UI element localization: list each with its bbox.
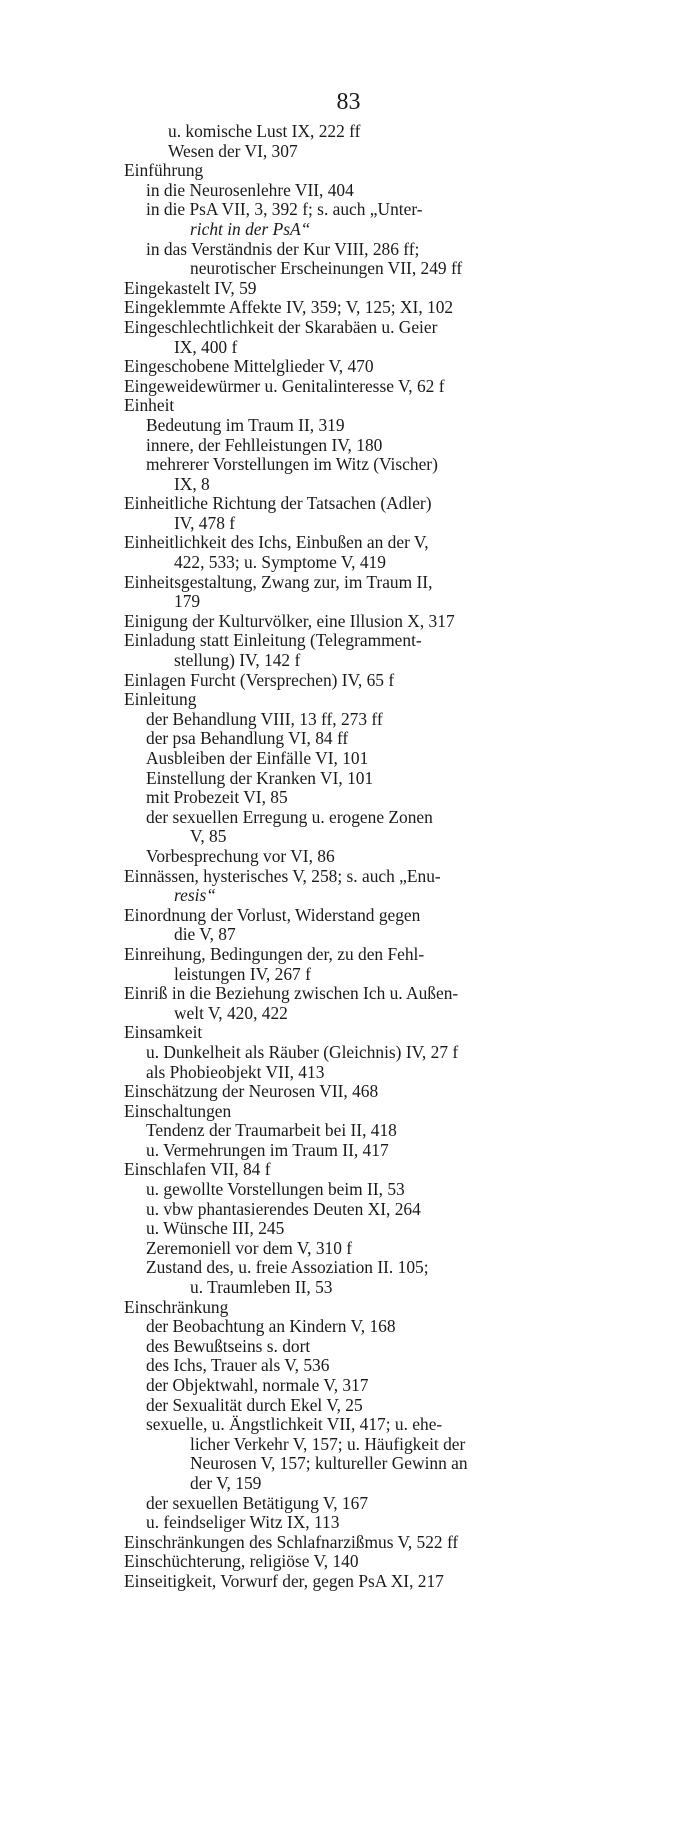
index-entry-heading: Eingeklemmte Affekte IV, 359; V, 125; XI, 102 bbox=[124, 297, 454, 318]
index-entry-line: Tendenz der Traumarbeit bei II, 418 bbox=[146, 1120, 397, 1141]
index-entry-line: der sexuellen Erregung u. erogene Zonen bbox=[146, 806, 433, 827]
index-entry-line: 422, 533; u. Symptome V, 419 bbox=[174, 552, 386, 573]
index-entry-line: als Phobieobjekt VII, 413 bbox=[146, 1061, 325, 1082]
index-entry-heading: Einigung der Kulturvölker, eine Illusion X, 317 bbox=[124, 610, 455, 631]
index-entry-heading: Einschaltungen bbox=[124, 1100, 232, 1121]
index-entry-heading: Einsamkeit bbox=[124, 1022, 203, 1043]
index-entry-line: der Sexualität durch Ekel V, 25 bbox=[146, 1394, 363, 1415]
index-entry-line: Vorbesprechung vor VI, 86 bbox=[146, 845, 335, 866]
index-entry-line: der Behandlung VIII, 13 ff, 273 ff bbox=[146, 708, 383, 729]
index-entry-heading: Einschüchterung, religiöse V, 140 bbox=[124, 1551, 359, 1572]
index-entry-heading: Einladung statt Einleitung (Telegramment- bbox=[124, 630, 422, 651]
index-entry-line: resis“ bbox=[174, 885, 216, 906]
index-entry-line: des Ichs, Trauer als V, 536 bbox=[146, 1355, 330, 1376]
index-entry-line: die V, 87 bbox=[174, 924, 236, 945]
index-entry-line: in die Neurosenlehre VII, 404 bbox=[146, 179, 354, 200]
index-entry-heading: Einordnung der Vorlust, Widerstand gegen bbox=[124, 904, 421, 925]
index-entry-line: innere, der Fehlleistungen IV, 180 bbox=[146, 434, 383, 455]
index-entry-line: u. feindseliger Witz IX, 113 bbox=[146, 1512, 340, 1533]
index-entry-heading: Einriß in die Beziehung zwischen Ich u. Außen- bbox=[124, 983, 459, 1004]
index-entry-line: der sexuellen Betätigung V, 167 bbox=[146, 1492, 369, 1513]
index-entry-line: Zeremoniell vor dem V, 310 f bbox=[146, 1237, 353, 1258]
index-entry-heading: Eingeschobene Mittelglieder V, 470 bbox=[124, 356, 374, 377]
index-entry-heading: Einschlafen VII, 84 f bbox=[124, 1159, 271, 1180]
index-entry-line: der Beobachtung an Kindern V, 168 bbox=[146, 1316, 396, 1337]
index-entry-line: der psa Behandlung VI, 84 ff bbox=[146, 728, 349, 749]
index-entry-heading: Eingekastelt IV, 59 bbox=[124, 277, 257, 298]
index-entry-line: u. Traumleben II, 53 bbox=[190, 1277, 333, 1298]
index-entry-line: in die PsA VII, 3, 392 f; s. auch „Unter- bbox=[146, 199, 423, 220]
index-entry-heading: Einschränkungen des Schlafnarzißmus V, 522 ff bbox=[124, 1531, 459, 1552]
page-number: 83 bbox=[336, 89, 361, 115]
index-entry-line: mit Probezeit VI, 85 bbox=[146, 787, 288, 808]
index-entry-heading: Einreihung, Bedingungen der, zu den Fehl- bbox=[124, 943, 425, 964]
index-entry-heading: Eingeweidewürmer u. Genitalinteresse V, 62 f bbox=[124, 375, 445, 396]
index-entry-line: welt V, 420, 422 bbox=[174, 1002, 288, 1023]
index-entry-line: mehrerer Vorstellungen im Witz (Vischer) bbox=[146, 454, 438, 475]
index-entry-line: u. Vermehrungen im Traum II, 417 bbox=[146, 1139, 389, 1160]
index-entry-line: stellung) IV, 142 f bbox=[174, 650, 301, 671]
index-entry-line: in das Verständnis der Kur VIII, 286 ff; bbox=[146, 238, 420, 259]
index-entry-line: IX, 400 f bbox=[174, 336, 238, 357]
index-entry-heading: Einheitsgestaltung, Zwang zur, im Traum II, bbox=[124, 571, 433, 592]
index-entry-line: 179 bbox=[174, 591, 201, 612]
index-entry-line: u. komische Lust IX, 222 ff bbox=[168, 121, 361, 141]
index-entry-line: licher Verkehr V, 157; u. Häufigkeit der bbox=[190, 1433, 466, 1454]
index-entry-line: Einstellung der Kranken VI, 101 bbox=[146, 767, 374, 788]
index-entry-line: neurotischer Erscheinungen VII, 249 ff bbox=[190, 258, 463, 279]
index-entry-line: u. gewollte Vorstellungen beim II, 53 bbox=[146, 1179, 405, 1200]
index-entries bbox=[124, 122, 562, 1592]
index-entry-line: u. Wünsche III, 245 bbox=[146, 1218, 285, 1239]
index-entry-line: des Bewußtseins s. dort bbox=[146, 1335, 311, 1356]
index-entry-line: Wesen der VI, 307 bbox=[168, 140, 298, 161]
index-entry-heading: Einnässen, hysterisches V, 258; s. auch „Enu- bbox=[124, 865, 441, 886]
index-entry-heading: Einschränkung bbox=[124, 1296, 229, 1317]
index-entry-heading: Einseitigkeit, Vorwurf der, gegen PsA XI, 217 bbox=[124, 1570, 444, 1591]
index-entry-line: Zustand des, u. freie Assoziation II. 105; bbox=[146, 1257, 429, 1278]
index-entry-line: IV, 478 f bbox=[174, 512, 236, 533]
index-entry-heading: Einlagen Furcht (Versprechen) IV, 65 f bbox=[124, 669, 395, 690]
index-entry-heading: Einheitliche Richtung der Tatsachen (Adler) bbox=[124, 493, 432, 514]
index-entry-line: V, 85 bbox=[190, 826, 227, 847]
index-entry-line: sexuelle, u. Ängstlichkeit VII, 417; u. ehe- bbox=[146, 1414, 443, 1435]
index-entry-heading: Einleitung bbox=[124, 689, 197, 710]
index-entry-heading: Eingeschlechtlichkeit der Skarabäen u. Geier bbox=[124, 316, 438, 337]
index-entry-heading: Einschätzung der Neurosen VII, 468 bbox=[124, 1081, 379, 1102]
index-entry-line: u. Dunkelheit als Räuber (Gleichnis) IV, 27 f bbox=[146, 1041, 459, 1062]
index-entry-heading: Einführung bbox=[124, 160, 204, 181]
index-entry-line: der Objektwahl, normale V, 317 bbox=[146, 1375, 369, 1395]
index-entry-line: leistungen IV, 267 f bbox=[174, 963, 311, 984]
index-entry-heading: Einheit bbox=[124, 395, 175, 416]
index-entry-line: IX, 8 bbox=[174, 473, 210, 494]
index-entry-line: richt in der PsA“ bbox=[190, 218, 311, 239]
index-entry-line: Neurosen V, 157; kultureller Gewinn an bbox=[190, 1453, 468, 1474]
index-entry-line: Ausbleiben der Einfälle VI, 101 bbox=[146, 748, 369, 768]
index-entry-heading: Einheitlichkeit des Ichs, Einbußen an der V, bbox=[124, 532, 429, 553]
index-entry-line: u. vbw phantasierendes Deuten XI, 264 bbox=[146, 1198, 421, 1219]
index-entry-line: Bedeutung im Traum II, 319 bbox=[146, 414, 345, 435]
index-entry-line: der V, 159 bbox=[190, 1472, 262, 1493]
